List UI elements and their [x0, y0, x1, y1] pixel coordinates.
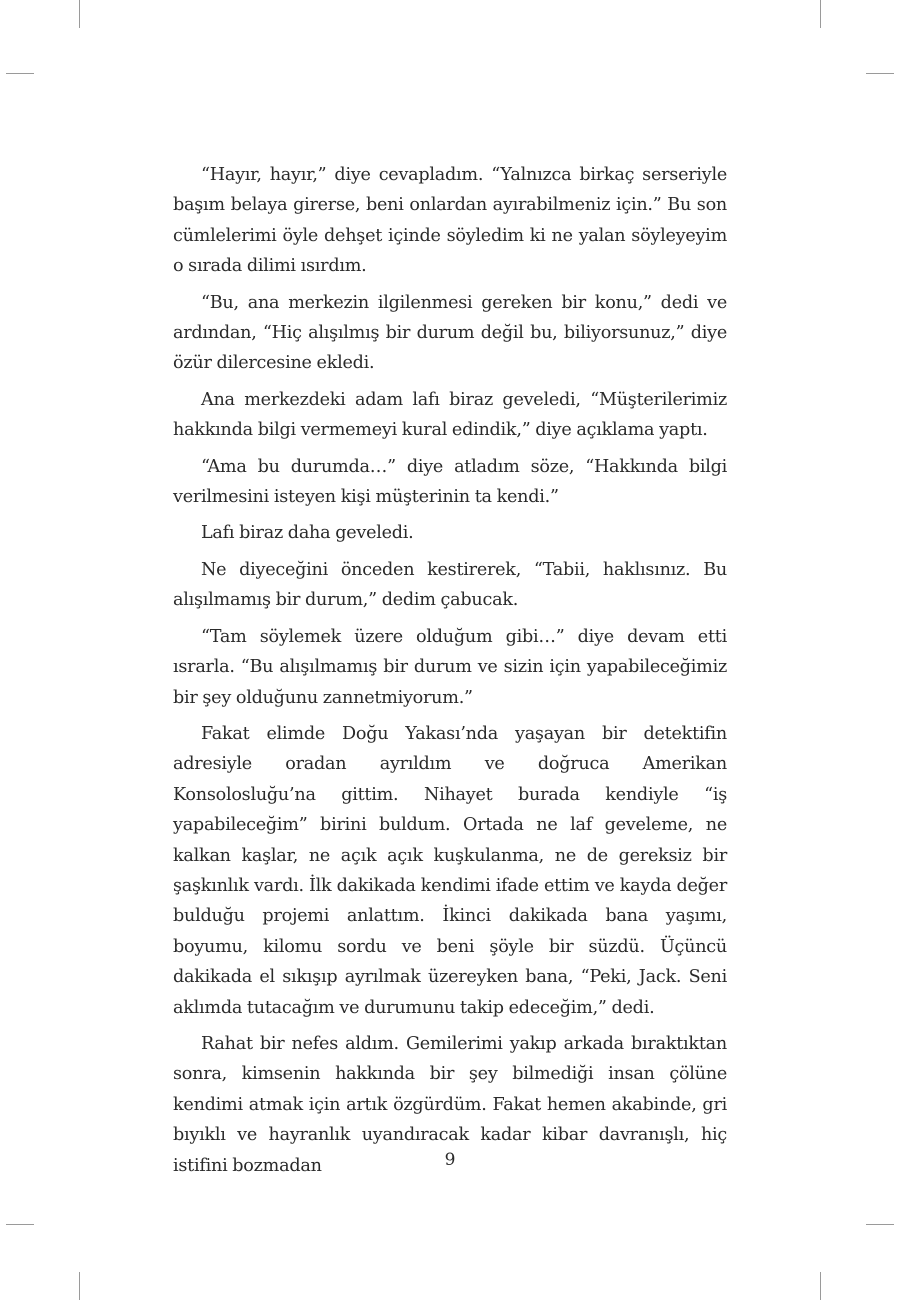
paragraph: “Tam söylemek üzere olduğum gibi…” diye devam etti ısrarla. “Bu alışılmamış bir durum ve sizin için yapabileceğimiz bir şey olduğunu zannetmiyorum.”	[173, 626, 727, 708]
paragraph: Ana merkezdeki adam lafı biraz geveledi, “Müşterilerimiz hakkında bilgi vermemeyi kural edindik,” diye açıklama yaptı.	[173, 389, 727, 441]
paragraph: Lafı biraz daha geveledi.	[201, 523, 414, 544]
crop-mark-bottom-left-vertical	[79, 1272, 80, 1300]
crop-mark-top-right-horizontal	[866, 73, 894, 74]
crop-mark-bottom-left-horizontal	[6, 1224, 34, 1225]
paragraph: “Ama bu durumda…” diye atladım söze, “Hakkında bilgi verilmesini isteyen kişi müşterinin ta kendi.”	[173, 456, 727, 508]
paragraph: Ne diyeceğini önceden kestirerek, “Tabii, haklısınız. Bu alışılmamış bir durum,” dedim çabucak.	[173, 559, 727, 611]
crop-mark-bottom-right-vertical	[820, 1272, 821, 1300]
page-number: 9	[444, 1150, 456, 1170]
crop-mark-top-left-horizontal	[6, 73, 34, 74]
crop-mark-top-left-vertical	[79, 0, 80, 28]
crop-mark-bottom-right-horizontal	[866, 1224, 894, 1225]
body-text	[173, 160, 727, 1187]
paragraph: “Bu, ana merkezin ilgilenmesi gereken bir konu,” dedi ve ardından, “Hiç alışılmış bir durum değil bu, biliyorsunuz,” diye özür dilercesine ekledi.	[173, 292, 727, 374]
paragraph: Fakat elimde Doğu Yakası’nda yaşayan bir detektifin adresiyle oradan ayrıldım ve doğruca Amerikan Konsolosluğu’na gittim. Nihayet burada kendiyle “iş yapabileceğim” birini buldum. Ortada ne laf geveleme, ne kalkan kaşlar, ne açık açık kuşkulanma, ne de gereksiz bir şaşkınlık vardı. İlk dakikada kendimi ifade ettim ve kayda değer bulduğu projemi anlattım. İkinci dakikada bana yaşımı, boyumu, kilomu sordu ve beni şöyle bir süzdü. Üçüncü dakikada el sıkışıp ayrılmak üzereyken bana, “Peki, Jack. Seni aklımda tutacağım ve durumunu takip edeceğim,” dedi.	[173, 723, 727, 1018]
paragraph: “Hayır, hayır,” diye cevapladım. “Yalnızca birkaç serseriyle başım belaya girerse, beni onlardan ayırabilmeniz için.” Bu son cümlelerimi öyle dehşet içinde söyledim ki ne yalan söyleyeyim o sırada dilimi ısırdım.	[173, 165, 727, 277]
crop-mark-top-right-vertical	[820, 0, 821, 28]
paragraph: Rahat bir nefes aldım. Gemilerimi yakıp arkada bıraktıktan sonra, kimsenin hakkında bir şey bilmediği insan çölüne kendimi atmak için artık özgürdüm. Fakat hemen akabinde, gri bıyıklı ve hayranlık uyandıracak kadar kibar davranışlı, hiç istifini bozmadan	[173, 1033, 727, 1176]
